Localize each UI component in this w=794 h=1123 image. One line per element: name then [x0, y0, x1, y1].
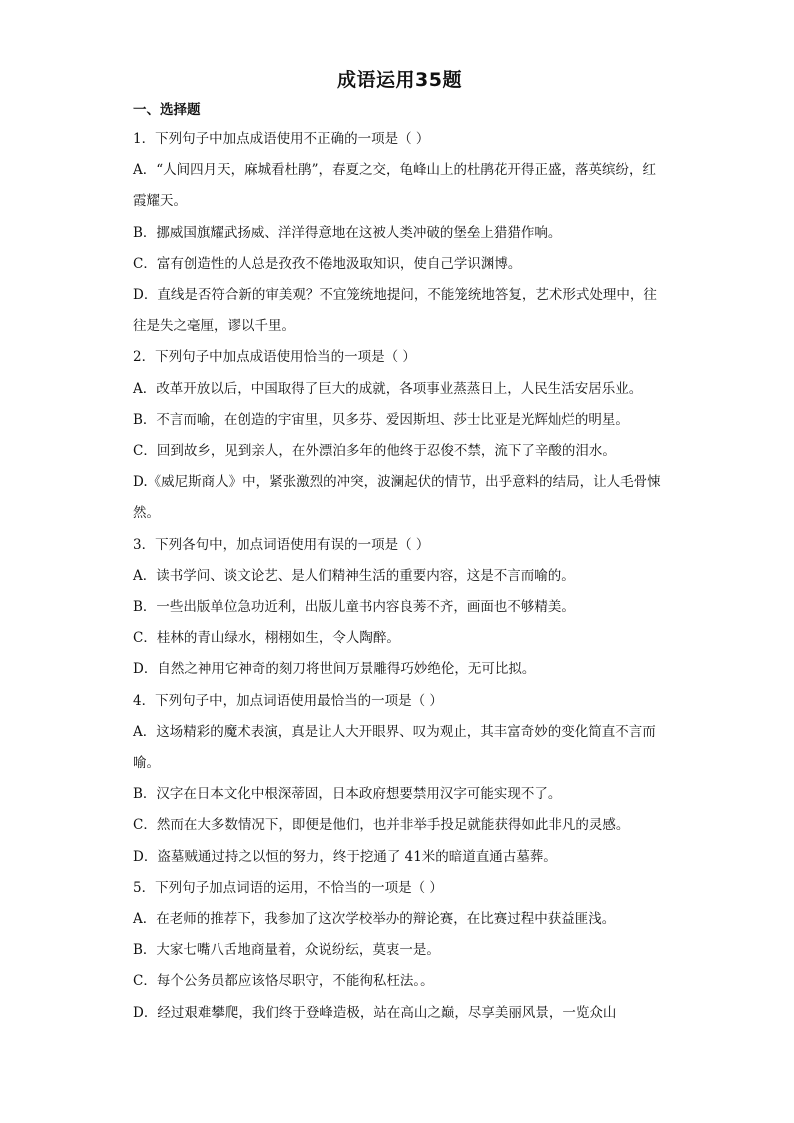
question-stem: 5．下列句子加点词语的运用，不恰当的一项是（ ） [133, 879, 443, 896]
question-4 [133, 686, 666, 873]
option-a: A．这场精彩的魔术表演，真是让人大开眼界、叹为观止，其丰富奇妙的变化简直不言而喻。 [133, 723, 656, 772]
option-a: A．改革开放以后，中国取得了巨大的成就，各项事业蒸蒸日上，人民生活安居乐业。 [133, 380, 643, 397]
question-5 [133, 873, 666, 1029]
question-2 [133, 342, 666, 529]
section-heading: 一、选择题 [133, 102, 201, 118]
option-a: A．“人间四月天，麻城看杜鹃”，春夏之交，龟峰山上的杜鹃花开得正盛，落英缤纷，红霞耀天。 [133, 162, 657, 210]
option-a: A．读书学问、谈文论艺、是人们精神生活的重要内容，这是不言而喻的。 [133, 567, 575, 584]
document-title: 成语运用35题 [337, 69, 462, 91]
option-c: C．桂林的青山绿水，栩栩如生，令人陶醉。 [133, 630, 400, 647]
option-d: D．自然之神用它神奇的刻刀将世间万景雕得巧妙绝伦，无可比拟。 [133, 661, 536, 678]
option-d: D.《威尼斯商人》中，紧张激烈的冲突，波澜起伏的情节，出乎意料的结局，让人毛骨悚然。 [133, 474, 661, 522]
question-stem: 4．下列句子中，加点词语使用最恰当的一项是（ ） [133, 692, 443, 709]
option-a: A．在老师的推荐下，我参加了这次学校举办的辩论赛，在比赛过程中获益匪浅。 [133, 911, 616, 928]
option-b: B．挪威国旗耀武扬威、洋洋得意地在这被人类冲破的堡垒上猎猎作响。 [133, 224, 562, 241]
option-b: B．汉字在日本文化中根深蒂固，日本政府想要禁用汉字可能实现不了。 [133, 786, 562, 803]
option-c: C．富有创造性的人总是孜孜不倦地汲取知识，使自己学识渊博。 [133, 255, 522, 272]
question-1 [133, 124, 666, 342]
question-3 [133, 530, 666, 686]
question-stem: 2．下列句子中加点成语使用恰当的一项是（ ） [133, 349, 416, 366]
option-c: C．回到故乡，见到亲人，在外漂泊多年的他终于忍俊不禁，流下了辛酸的泪水。 [133, 443, 616, 460]
question-stem: 1．下列句子中加点成语使用不正确的一项是（ ） [133, 131, 430, 147]
option-b: B．不言而喻，在创造的宇宙里，贝多芬、爱因斯坦、莎士比亚是光辉灿烂的明星。 [133, 411, 629, 428]
option-b: B．大家七嘴八舌地商量着，众说纷纭，莫衷一是。 [133, 942, 440, 959]
question-stem: 3．下列各句中，加点词语使用有误的一项是（ ） [133, 536, 430, 553]
option-b: B．一些出版单位急功近利，出版儿童书内容良莠不齐，画面也不够精美。 [133, 599, 575, 616]
option-c: C．然而在大多数情况下，即便是他们，也并非举手投足就能获得如此非凡的灵感。 [133, 817, 630, 834]
option-c: C．每个公务员都应该恪尽职守，不能徇私枉法。。 [133, 973, 434, 990]
option-d: D．盗墓贼通过持之以恒的努力，终于挖通了 41米的暗道直通古墓葬。 [133, 848, 557, 865]
option-d: D．直线是否符合新的审美观？不宜笼统地提问，不能笼统地答复，艺术形式处理中，往往是失之毫厘，谬以千里。 [133, 287, 657, 335]
option-d: D．经过艰难攀爬，我们终于登峰造极，站在高山之巅，尽享美丽风景，一览众山 [133, 1004, 617, 1021]
